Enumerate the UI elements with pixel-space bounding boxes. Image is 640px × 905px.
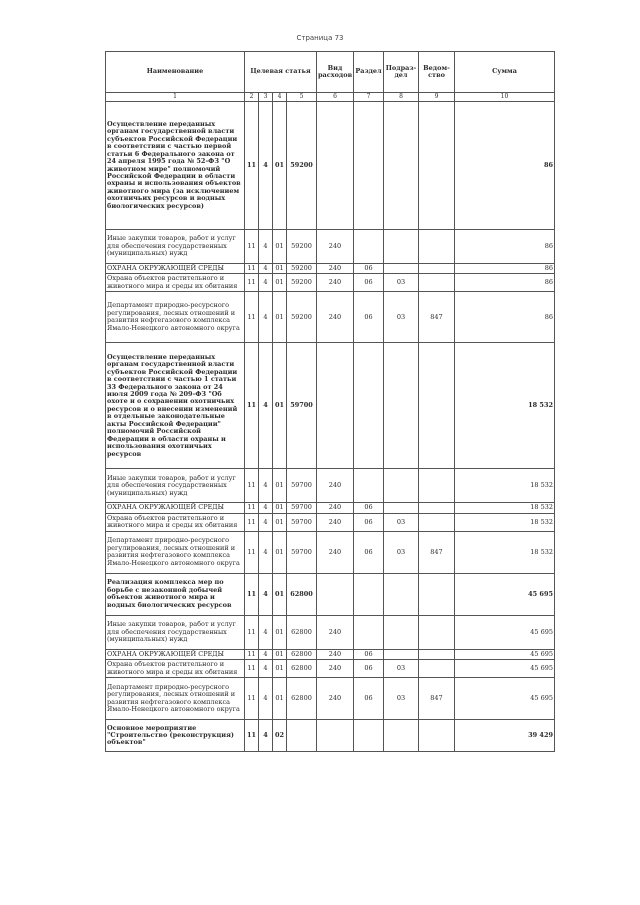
header-target-article: Целевая статья — [245, 52, 317, 93]
target-code-1-cell: 11 — [245, 660, 259, 678]
row-name-cell: Департамент природно-ресурсного регулирования, лесных отношений и развития нефтегазового комплекса Ямало-Ненецкого автономного округа — [106, 531, 245, 573]
expense-type-cell: 240 — [317, 469, 354, 503]
header-sum: Сумма — [455, 52, 555, 93]
section-cell — [354, 573, 384, 615]
expense-type-cell: 240 — [317, 230, 354, 264]
sum-cell: 86 — [455, 264, 555, 274]
subsection-cell: 03 — [384, 513, 419, 531]
sum-cell: 18 532 — [455, 513, 555, 531]
target-code-3-cell: 01 — [273, 531, 287, 573]
sum-cell: 45 695 — [455, 678, 555, 720]
row-name-cell: Реализация комплекса мер по борьбе с незаконной добычей объектов животного мира и водных биологических ресурсов — [106, 573, 245, 615]
department-cell — [419, 720, 455, 752]
expense-type-cell: 240 — [317, 513, 354, 531]
budget-table — [105, 51, 555, 752]
subsection-cell — [384, 230, 419, 264]
subsection-cell — [384, 102, 419, 230]
target-code-1-cell: 11 — [245, 264, 259, 274]
target-code-2-cell: 4 — [259, 264, 273, 274]
table-row — [106, 343, 555, 469]
target-code-4-cell: 59200 — [287, 102, 317, 230]
department-cell — [419, 343, 455, 469]
row-name-cell: Департамент природно-ресурсного регулирования, лесных отношений и развития нефтегазового комплекса Ямало-Ненецкого автономного округа — [106, 678, 245, 720]
target-code-3-cell: 01 — [273, 513, 287, 531]
header-row — [106, 52, 555, 93]
table-row — [106, 503, 555, 513]
target-code-4-cell — [287, 720, 317, 752]
department-cell: 847 — [419, 678, 455, 720]
row-name-cell: Охрана объектов растительного и животного мира и среды их обитания — [106, 274, 245, 292]
row-name-cell: Осуществление переданных органам государственной власти субъектов Российской Федерации в соответствии с частью 1 статьи 33 Федерального закона от 24 июля 2009 года № 209-ФЗ "Об охоте и о сохранении охотничьих ресурсов и о внесении изменений в отдельные законодательные акты Российской Федерации" полномочий Российской Федерации в области охраны и использования охотничьих ресурсов — [106, 343, 245, 469]
section-cell: 06 — [354, 660, 384, 678]
target-code-1-cell: 11 — [245, 292, 259, 343]
target-code-2-cell: 4 — [259, 102, 273, 230]
subsection-cell: 03 — [384, 531, 419, 573]
target-code-1-cell: 11 — [245, 102, 259, 230]
sum-cell: 86 — [455, 102, 555, 230]
target-code-3-cell: 01 — [273, 343, 287, 469]
target-code-1-cell: 11 — [245, 513, 259, 531]
subsection-cell: 03 — [384, 274, 419, 292]
subsection-cell — [384, 720, 419, 752]
target-code-3-cell: 01 — [273, 678, 287, 720]
expense-type-cell: 240 — [317, 274, 354, 292]
target-code-3-cell: 01 — [273, 503, 287, 513]
department-cell — [419, 102, 455, 230]
row-name-cell: Департамент природно-ресурсного регулирования, лесных отношений и развития нефтегазового комплекса Ямало-Ненецкого автономного округа — [106, 292, 245, 343]
target-code-4-cell: 62800 — [287, 678, 317, 720]
expense-type-cell: 240 — [317, 503, 354, 513]
department-cell — [419, 230, 455, 264]
table-row — [106, 469, 555, 503]
table-body — [106, 102, 555, 752]
target-code-2-cell: 4 — [259, 274, 273, 292]
table-row — [106, 102, 555, 230]
target-code-1-cell: 11 — [245, 469, 259, 503]
department-cell — [419, 274, 455, 292]
section-cell — [354, 230, 384, 264]
target-code-2-cell: 4 — [259, 660, 273, 678]
target-code-4-cell: 59700 — [287, 513, 317, 531]
column-number: 10 — [455, 93, 555, 102]
target-code-1-cell: 11 — [245, 720, 259, 752]
target-code-2-cell: 4 — [259, 720, 273, 752]
target-code-4-cell: 59700 — [287, 469, 317, 503]
department-cell — [419, 264, 455, 274]
section-cell — [354, 720, 384, 752]
column-number: 6 — [317, 93, 354, 102]
target-code-3-cell: 01 — [273, 292, 287, 343]
header-section: Раздел — [354, 52, 384, 93]
section-cell: 06 — [354, 503, 384, 513]
target-code-1-cell: 11 — [245, 649, 259, 659]
row-name-cell: Охрана объектов растительного и животного мира и среды их обитания — [106, 513, 245, 531]
target-code-2-cell: 4 — [259, 469, 273, 503]
expense-type-cell: 240 — [317, 264, 354, 274]
target-code-4-cell: 59700 — [287, 503, 317, 513]
table-row — [106, 660, 555, 678]
expense-type-cell: 240 — [317, 660, 354, 678]
table-row — [106, 230, 555, 264]
target-code-3-cell: 01 — [273, 660, 287, 678]
target-code-3-cell: 01 — [273, 264, 287, 274]
row-name-cell: ОХРАНА ОКРУЖАЮЩЕЙ СРЕДЫ — [106, 503, 245, 513]
target-code-2-cell: 4 — [259, 649, 273, 659]
sum-cell: 45 695 — [455, 649, 555, 659]
target-code-1-cell: 11 — [245, 573, 259, 615]
target-code-1-cell: 11 — [245, 230, 259, 264]
row-name-cell: Иные закупки товаров, работ и услуг для обеспечения государственных (муниципальных) нужд — [106, 230, 245, 264]
target-code-4-cell: 59200 — [287, 230, 317, 264]
table-row — [106, 615, 555, 649]
table-row — [106, 513, 555, 531]
department-cell — [419, 660, 455, 678]
column-number: 8 — [384, 93, 419, 102]
expense-type-cell — [317, 343, 354, 469]
department-cell — [419, 573, 455, 615]
section-cell: 06 — [354, 678, 384, 720]
subsection-cell: 03 — [384, 678, 419, 720]
table-row — [106, 573, 555, 615]
target-code-1-cell: 11 — [245, 531, 259, 573]
target-code-3-cell: 01 — [273, 615, 287, 649]
department-cell — [419, 469, 455, 503]
target-code-2-cell: 4 — [259, 678, 273, 720]
column-number: 7 — [354, 93, 384, 102]
subsection-cell — [384, 343, 419, 469]
expense-type-cell: 240 — [317, 292, 354, 343]
target-code-2-cell: 4 — [259, 230, 273, 264]
target-code-4-cell: 62800 — [287, 615, 317, 649]
target-code-2-cell: 4 — [259, 513, 273, 531]
target-code-1-cell: 11 — [245, 343, 259, 469]
department-cell: 847 — [419, 292, 455, 343]
target-code-1-cell: 11 — [245, 678, 259, 720]
expense-type-cell — [317, 102, 354, 230]
column-number: 3 — [259, 93, 273, 102]
sum-cell: 18 532 — [455, 531, 555, 573]
section-cell: 06 — [354, 264, 384, 274]
sum-cell: 45 695 — [455, 660, 555, 678]
row-name-cell: Иные закупки товаров, работ и услуг для обеспечения государственных (муниципальных) нужд — [106, 469, 245, 503]
target-code-3-cell: 01 — [273, 274, 287, 292]
target-code-2-cell: 4 — [259, 531, 273, 573]
target-code-1-cell: 11 — [245, 615, 259, 649]
column-number: 9 — [419, 93, 455, 102]
expense-type-cell: 240 — [317, 649, 354, 659]
header-subsection: Подраз-дел — [384, 52, 419, 93]
subsection-cell: 03 — [384, 292, 419, 343]
subsection-cell: 03 — [384, 660, 419, 678]
section-cell: 06 — [354, 513, 384, 531]
row-name-cell: Иные закупки товаров, работ и услуг для обеспечения государственных (муниципальных) нужд — [106, 615, 245, 649]
row-name-cell: Основное мероприятие "Строительство (реконструкция) объектов" — [106, 720, 245, 752]
department-cell — [419, 513, 455, 531]
target-code-4-cell: 59200 — [287, 292, 317, 343]
header-name: Наименование — [106, 52, 245, 93]
section-cell — [354, 343, 384, 469]
header-expense-type: Вид расходов — [317, 52, 354, 93]
sum-cell: 18 532 — [455, 503, 555, 513]
target-code-4-cell: 62800 — [287, 649, 317, 659]
section-cell: 06 — [354, 274, 384, 292]
sum-cell: 86 — [455, 274, 555, 292]
target-code-2-cell: 4 — [259, 292, 273, 343]
target-code-2-cell: 4 — [259, 573, 273, 615]
subsection-cell — [384, 503, 419, 513]
department-cell — [419, 649, 455, 659]
table-row — [106, 264, 555, 274]
target-code-2-cell: 4 — [259, 615, 273, 649]
sum-cell: 45 695 — [455, 615, 555, 649]
target-code-4-cell: 59700 — [287, 531, 317, 573]
table-row — [106, 649, 555, 659]
section-cell: 06 — [354, 649, 384, 659]
target-code-3-cell: 01 — [273, 573, 287, 615]
column-number-row — [106, 93, 555, 102]
page-number-label: Страница 73 — [296, 34, 344, 42]
target-code-4-cell: 62800 — [287, 660, 317, 678]
target-code-3-cell: 01 — [273, 102, 287, 230]
table-row — [106, 274, 555, 292]
subsection-cell — [384, 264, 419, 274]
section-cell: 06 — [354, 292, 384, 343]
target-code-3-cell: 02 — [273, 720, 287, 752]
target-code-1-cell: 11 — [245, 274, 259, 292]
department-cell — [419, 615, 455, 649]
column-number: 2 — [245, 93, 259, 102]
target-code-3-cell: 01 — [273, 230, 287, 264]
table-row — [106, 678, 555, 720]
header-department: Ведом-ство — [419, 52, 455, 93]
target-code-1-cell: 11 — [245, 503, 259, 513]
target-code-4-cell: 59700 — [287, 343, 317, 469]
row-name-cell: ОХРАНА ОКРУЖАЮЩЕЙ СРЕДЫ — [106, 649, 245, 659]
expense-type-cell: 240 — [317, 615, 354, 649]
row-name-cell: Охрана объектов растительного и животного мира и среды их обитания — [106, 660, 245, 678]
row-name-cell: Осуществление переданных органам государственной власти субъектов Российской Федерации в соответствии с частью первой статьи 6 Федерального закона от 24 апреля 1995 года № 52-ФЗ "О животном мире" полномочий Российской Федерации в области охраны и использования объектов животного мира (за исключением охотничьих ресурсов и водных биологических ресурсов) — [106, 102, 245, 230]
sum-cell: 86 — [455, 292, 555, 343]
sum-cell: 45 695 — [455, 573, 555, 615]
expense-type-cell: 240 — [317, 531, 354, 573]
section-cell: 06 — [354, 531, 384, 573]
table-row — [106, 292, 555, 343]
department-cell: 847 — [419, 531, 455, 573]
section-cell — [354, 615, 384, 649]
table-row — [106, 720, 555, 752]
sum-cell: 86 — [455, 230, 555, 264]
target-code-3-cell: 01 — [273, 649, 287, 659]
section-cell — [354, 469, 384, 503]
section-cell — [354, 102, 384, 230]
target-code-4-cell: 62800 — [287, 573, 317, 615]
table-row — [106, 531, 555, 573]
target-code-3-cell: 01 — [273, 469, 287, 503]
subsection-cell — [384, 649, 419, 659]
column-number: 5 — [287, 93, 317, 102]
row-name-cell: ОХРАНА ОКРУЖАЮЩЕЙ СРЕДЫ — [106, 264, 245, 274]
target-code-2-cell: 4 — [259, 503, 273, 513]
sum-cell: 18 532 — [455, 469, 555, 503]
subsection-cell — [384, 615, 419, 649]
target-code-4-cell: 59200 — [287, 264, 317, 274]
column-number: 1 — [106, 93, 245, 102]
expense-type-cell: 240 — [317, 678, 354, 720]
sum-cell: 39 429 — [455, 720, 555, 752]
expense-type-cell — [317, 573, 354, 615]
subsection-cell — [384, 573, 419, 615]
column-number: 4 — [273, 93, 287, 102]
subsection-cell — [384, 469, 419, 503]
expense-type-cell — [317, 720, 354, 752]
sum-cell: 18 532 — [455, 343, 555, 469]
target-code-2-cell: 4 — [259, 343, 273, 469]
department-cell — [419, 503, 455, 513]
target-code-4-cell: 59200 — [287, 274, 317, 292]
